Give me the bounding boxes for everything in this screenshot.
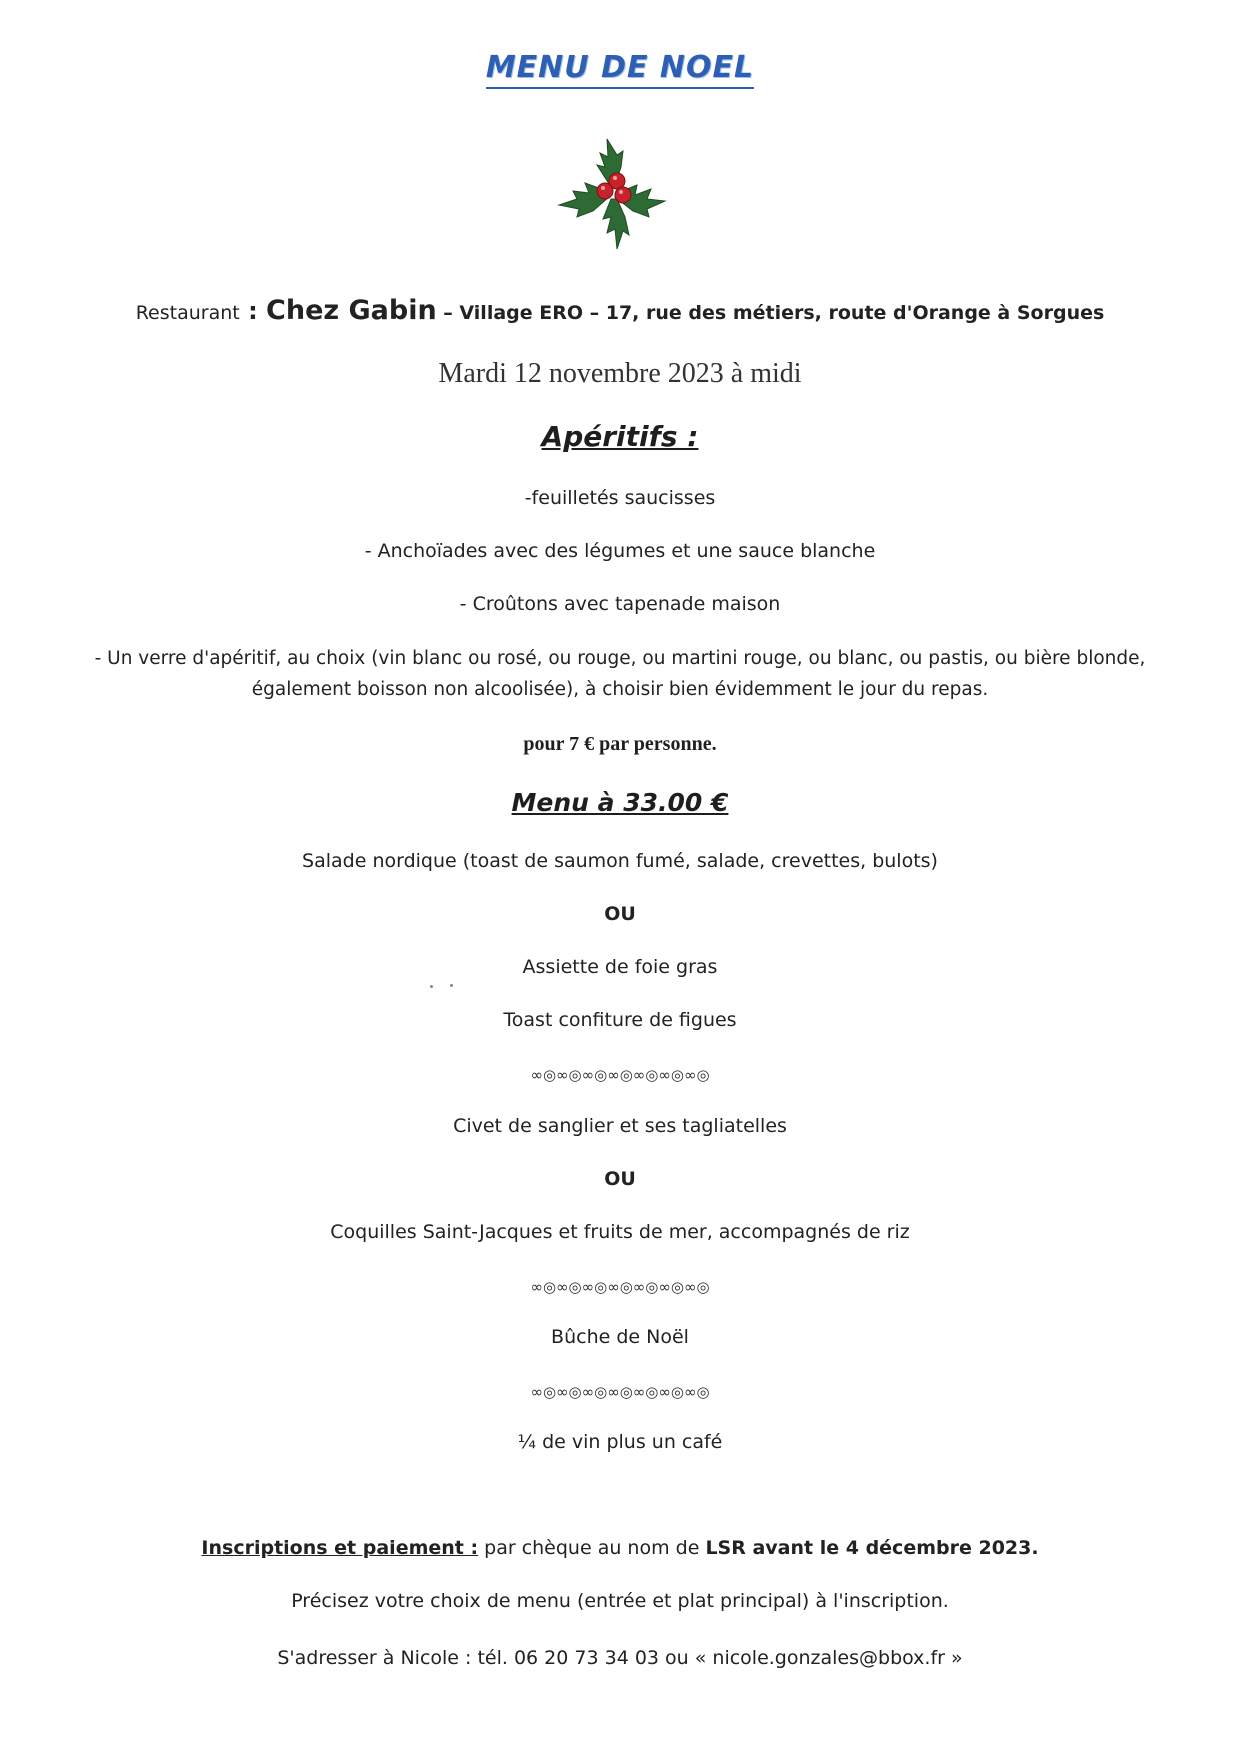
restaurant-line: [0, 295, 1240, 326]
restaurant-address: – Village ERO – 17, rue des métiers, route d'Orange à Sorgues: [436, 302, 1105, 324]
starter-option: Salade nordique (toast de saumon fumé, salade, crevettes, bulots): [302, 850, 938, 872]
inscriptions-label: Inscriptions et paiement :: [201, 1537, 479, 1559]
menu-choice-note: Précisez votre choix de menu (entrée et plat principal) à l'inscription.: [291, 1590, 949, 1612]
aperitif-item: - Anchoïades avec des légumes et une sauce blanche: [364, 540, 876, 562]
ornament-divider: ∞◎∞◎∞◎∞◎∞◎∞◎∞◎: [530, 1066, 710, 1084]
restaurant-label: Restaurant: [135, 302, 240, 324]
restaurant-name: Chez Gabin: [266, 295, 437, 326]
or-separator: OU: [604, 1168, 636, 1190]
ornament-divider: ∞◎∞◎∞◎∞◎∞◎∞◎∞◎: [530, 1383, 710, 1401]
main-option: Civet de sanglier et ses tagliatelles: [453, 1115, 787, 1137]
extras: ¼ de vin plus un café: [517, 1431, 723, 1453]
aperitif-drink-line: également boisson non alcoolisée), à choisir bien évidemment le jour du repas.: [251, 679, 989, 700]
ornament-divider: ∞◎∞◎∞◎∞◎∞◎∞◎∞◎: [530, 1278, 710, 1296]
starter-option-detail: Toast confiture de figues: [503, 1009, 737, 1031]
or-separator: OU: [604, 903, 636, 925]
inscriptions-line: Inscriptions et paiement : par chèque au nom de LSR avant le 4 décembre 2023.: [201, 1537, 1039, 1559]
event-date: Mardi 12 novembre 2023 à midi: [438, 358, 802, 389]
restaurant-colon: :: [239, 297, 267, 325]
scan-speck: [430, 985, 433, 988]
aperitif-price: pour 7 € par personne.: [523, 733, 717, 755]
contact-line: S'adresser à Nicole : tél. 06 20 73 34 03 ou « nicole.gonzales@bbox.fr »: [277, 1647, 963, 1669]
aperitifs-heading: Apéritifs :: [541, 420, 699, 453]
dessert: Bûche de Noël: [551, 1326, 689, 1348]
menu-heading: Menu à 33.00 €: [511, 788, 729, 817]
scan-speck: [450, 984, 453, 987]
starter-option: Assiette de foie gras: [522, 956, 718, 978]
aperitif-item: -feuilletés saucisses: [524, 487, 716, 509]
aperitif-item: - Croûtons avec tapenade maison: [459, 593, 781, 615]
menu-title: MENU DE NOEL: [0, 50, 1240, 85]
aperitif-drink-line: - Un verre d'apéritif, au choix (vin blanc ou rosé, ou rouge, ou martini rouge, ou blanc, ou pastis, ou bière blonde,: [94, 648, 1146, 669]
main-option: Coquilles Saint-Jacques et fruits de mer, accompagnés de riz: [330, 1221, 910, 1243]
holly-icon: [545, 125, 680, 260]
